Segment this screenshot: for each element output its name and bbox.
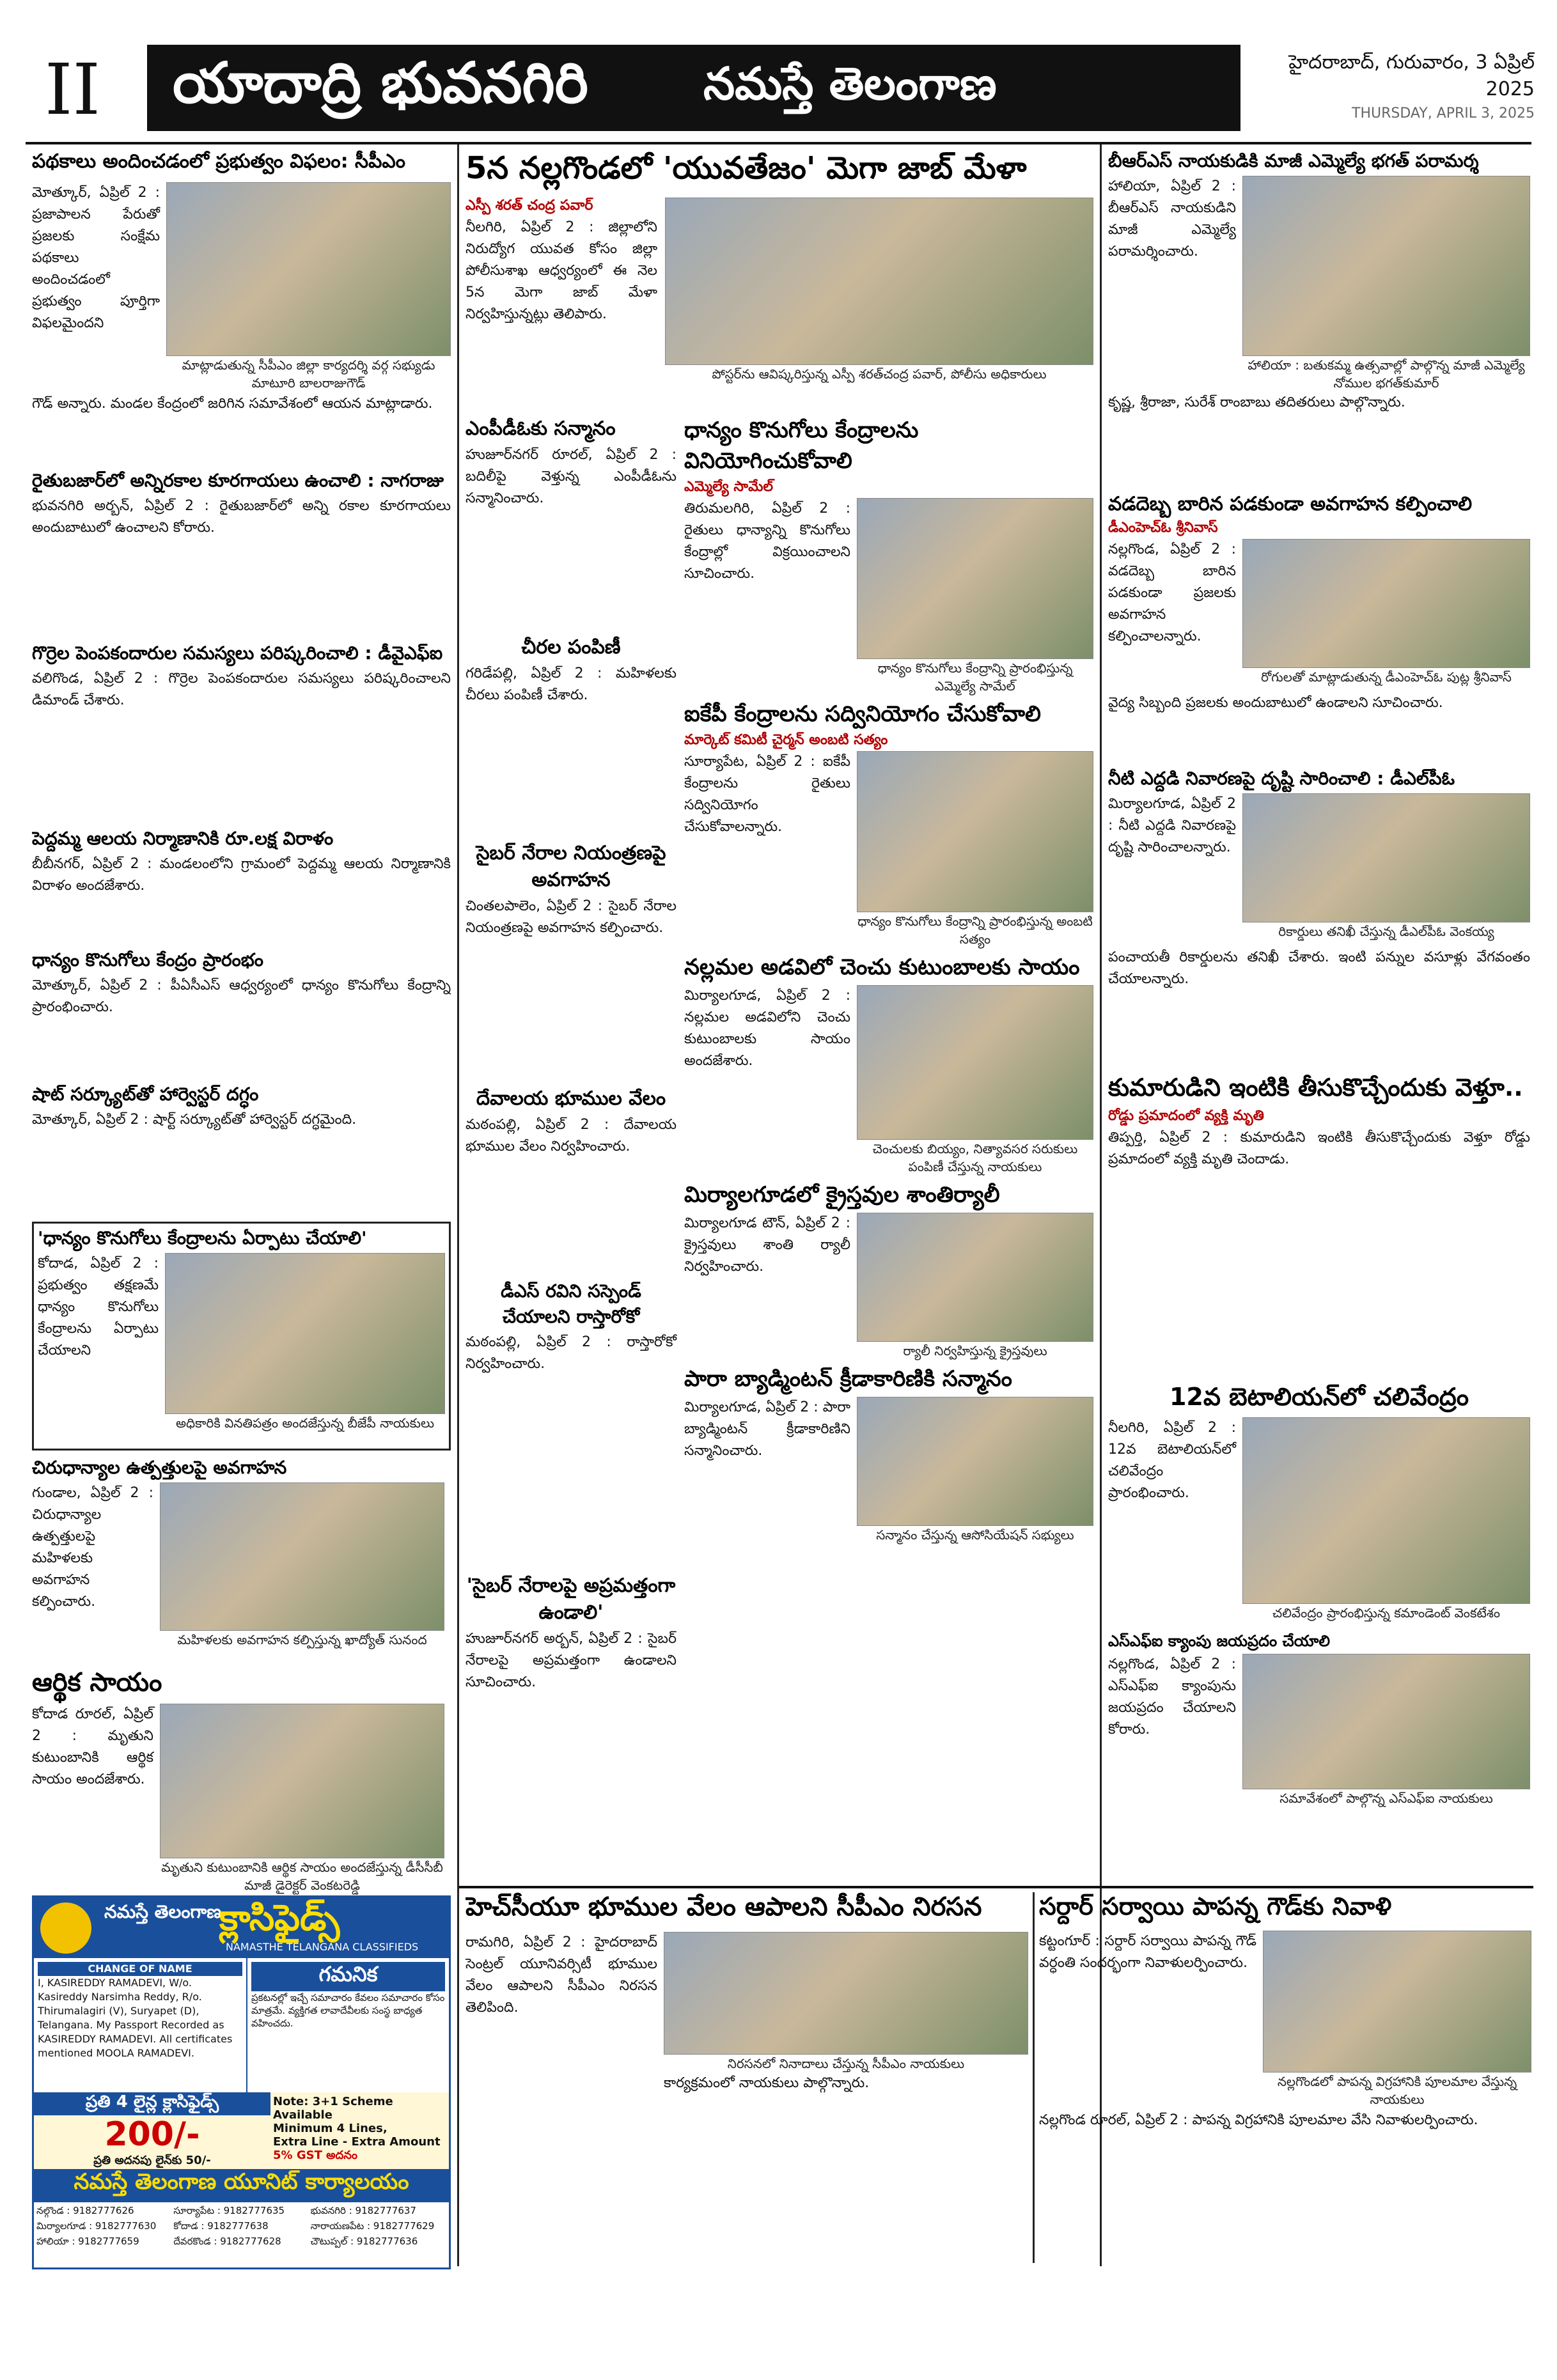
caption-job-mela: పోస్టర్‌ను ఆవిష్కరిస్తున్న ఎస్పీ శరత్‌చంద్ర పవార్, పోలీసు అధికారులు	[712, 366, 1047, 382]
caption-cpm-meeting: మాట్లాడుతున్న సీపీఎం జిల్లా కార్యదర్శి వర్గ సభ్యుడు మాటూరి బాలరాజుగౌడ్	[182, 357, 435, 391]
date-telugu: హైదరాబాద్, గురువారం, 3 ఏప్రిల్ 2025	[1288, 51, 1535, 100]
headline-millets: చిరుధాన్యాల ఉత్పత్తులపై అవగాహన	[32, 1457, 287, 1478]
headline-cpm-schemes: పథకాలు అందించడంలో ప్రభుత్వం విఫలం: సీపీఎం	[32, 150, 405, 173]
photo-peace-rally	[857, 1213, 1093, 1342]
caption-para-badminton: సన్మానం చేస్తున్న ఆసోసియేషన్ సభ్యులు	[876, 1527, 1074, 1543]
byline-mla: ఎమ్మెల్యే సామేల్	[684, 479, 773, 495]
masthead-banner	[147, 45, 1240, 131]
caption-brs-visit: హాలియా : బతుకమ్మ ఉత్సవాల్లో పాల్గొన్న మాజీ ఎమ్మెల్యే నోముల భగత్‌కుమార్	[1248, 357, 1525, 391]
caption-ikp: ధాన్యం కొనుగోలు కేంద్రాన్ని ప్రారంభిస్తున్న అంబటి సత్యం	[857, 914, 1093, 947]
headline-temple-donation: పెద్దమ్మ ఆలయ నిర్మాణానికి రూ.లక్ష విరాళం	[32, 828, 334, 849]
phone-4: మిర్యాలగూడ : 9182777630	[36, 2220, 157, 2232]
caption-dlpo: రికార్డులు తనిఖీ చేస్తున్న డీఎల్‌పీఓ వెంకయ్య	[1278, 924, 1494, 939]
headline-cyber-alert: 'సైబర్ నేరాలపై అప్రమత్తంగా ఉండాలి'	[466, 1575, 676, 1624]
caption-papanna: నల్లగొండలో పాపన్న విగ్రహానికి పూలమాల వేస్తున్న నాయకులు	[1277, 2074, 1517, 2107]
headline-sarees: చీరల పంపిణీ	[521, 636, 621, 658]
headline-para-badminton: పారా బ్యాడ్మింటన్ క్రీడాకారిణికి సన్మానం	[684, 1366, 1012, 1392]
photo-hcu	[664, 1932, 1028, 2055]
phone-1: నల్గొండ : 9182777626	[36, 2205, 134, 2216]
photo-para-badminton	[857, 1397, 1093, 1526]
byline-dmho: డీఎంహెచ్‌ఓ శ్రీనివాస్	[1108, 520, 1218, 536]
caption-battalion: చలివేంద్రం ప్రారంభిస్తున్న కమాండెంట్ వెంకటేశం	[1272, 1605, 1500, 1621]
date-english: THURSDAY, APRIL 3, 2025	[1352, 105, 1535, 121]
phone-6: నారాయణపేట : 9182777629	[310, 2220, 435, 2232]
column-left: పథకాలు అందించడంలో ప్రభుత్వం విఫలం: సీపీఎం మోత్కూర్, ఏప్రిల్ 2 : ప్రజాపాలన పేరుతో ప్రజలకు సంక్షేమ పథకాలు అందించడంలో ప్రభుత్వం పూర్తిగా విఫలమైందని మాట్లాడుతున్న సీపీఎం జిల్లా కార్యదర్శి వర్గ సభ్యుడు మాటూరి బాలరాజుగౌడ్ గౌడ్ అన్నారు. మండల కేంద్రంలో జరిగిన సమావేశంలో ఆయన మాట్లాడారు. రైతుబజార్‌లో అన్నిరకాల కూరగాయలు ఉంచాలి : నాగరాజు భువనగిరి అర్బన్, ఏప్రిల్ 2 : రైతుబజార్‌లో అన్ని రకాల కూరగాయలు అందుబాటులో ఉంచాలని కోరారు. గొర్రెల పెంపకందారుల సమస్యలు పరిష్కరించాలి : డీవైఎఫ్ఐ వలిగొండ, ఏప్రిల్ 2 : గొర్రెల పెంపకందారుల సమస్యలు పరిష్కరించాలని డిమాండ్ చేశారు. పెద్దమ్మ ఆలయ నిర్మాణానికి రూ.లక్ష విరాళం బీబీనగర్, ఏప్రిల్ 2 : మండలంలోని గ్రామంలో పెద్దమ్మ ఆలయ నిర్మాణానికి విరాళం అందజేశారు. ధాన్యం కొనుగోలు కేంద్రం ప్రారంభం మోత్కూర్, ఏప్రిల్ 2 : పీఏసీఎస్ ఆధ్వర్యంలో ధాన్యం కొనుగోలు కేంద్రాన్ని ప్రారంభించారు. షాట్ సర్క్యూట్‌తో హార్వెస్టర్ దగ్ధం మోత్కూర్, ఏప్రిల్ 2 : షార్ట్ సర్క్యూట్‌తో హార్వెస్టర్ దగ్ధమైంది. 'ధాన్యం కొనుగోలు కేంద్రాలను ఏర్పాటు చేయాలి' కోదాడ, ఏప్రిల్ 2 : ప్రభుత్వం తక్షణమే ధాన్యం కొనుగోలు కేంద్రాలను ఏర్పాటు చేయాలని అధికారికి వినతిపత్రం అందజేస్తున్న బీజేపీ నాయకులు చిరుధాన్యాల ఉత్పత్తులపై అవగాహన గుండాల, ఏప్రిల్ 2 : చిరుధాన్యాల ఉత్పత్తులపై మహిళలకు అవగాహన కల్పించారు. మహిళలకు అవగాహన కల్పిస్తున్న ఖాద్యోత్ సునంద ఆర్థిక సాయం కోదాడ రూరల్, ఏప్రిల్ 2 : మృతుని కుటుంబానికి ఆర్థిక సాయం అందజేశారు. మృతుని కుటుంబానికి ఆర్థిక సాయం అందజేస్తున్న డీసీసీబీ మాజీ డైరెక్టర్ వెంకటరెడ్డి	[32, 150, 451, 1893]
classified-offer: ప్రతి 4 లైన్ల క్లాసిఫైడ్స్	[34, 2092, 270, 2115]
change-of-name-label: CHANGE OF NAME	[38, 1962, 242, 1976]
phone-3: భువనగిరి : 9182777637	[310, 2205, 416, 2216]
note-title: Note: 3+1 Scheme Available	[273, 2095, 393, 2122]
headline-battalion: 12వ బెటాలియన్‌లో చలివేంద్రం	[1169, 1383, 1469, 1411]
caption-financial-aid: మృతుని కుటుంబానికి ఆర్థిక సాయం అందజేస్తున్న డీసీసీబీ మాజీ డైరెక్టర్ వెంకటరెడ్డి	[161, 1860, 443, 1893]
headline-grain-use: ధాన్యం కొనుగోలు కేంద్రాలను వినియోగించుకోవాలి	[684, 417, 919, 474]
headline-mpdo: ఎంపీడీఓకు సన్మానం	[466, 417, 616, 440]
photo-bjp-petition	[165, 1253, 445, 1414]
headline-papanna: సర్దార్ సర్వాయి పాపన్న గౌడ్‌కు నివాళి	[1039, 1892, 1392, 1920]
headline-dyfi: గొర్రెల పెంపకందారుల సమస్యలు పరిష్కరించాలి : డీవైఎఫ్ఐ	[32, 642, 443, 664]
classified-price: 200/-	[104, 2115, 200, 2154]
headline-hcu: హెచ్‌సీయూ భూముల వేలం ఆపాలని సీపీఎం నిరసన	[466, 1892, 982, 1922]
phone-2: సూర్యాపేట : 9182777635	[173, 2205, 285, 2216]
byline-market: మార్కెట్ కమిటీ చైర్మన్ అంబటి సత్యం	[684, 732, 888, 748]
caption-bjp-petition: అధికారికి వినతిపత్రం అందజేస్తున్న బీజేపీ నాయకులు	[176, 1415, 435, 1431]
photo-millets	[160, 1482, 444, 1631]
photo-dmho	[1242, 539, 1530, 668]
headline-grain-centre: ధాన్యం కొనుగోలు కేంద్రం ప్రారంభం	[32, 949, 263, 970]
photo-financial-aid	[160, 1704, 444, 1858]
photo-dlpo	[1242, 793, 1530, 922]
headline-ikp: ఐకేపీ కేంద్రాలను సద్వినియోగం చేసుకోవాలి	[684, 701, 1041, 727]
phone-5: కోదాడ : 9182777638	[173, 2220, 269, 2232]
note-line-3: 5% GST అదనం	[273, 2149, 357, 2162]
photo-brs-visit	[1242, 176, 1530, 356]
subhead-sfi: ఎస్‌ఎఫ్‌ఐ క్యాంపు జయప్రదం చేయాలి	[1108, 1632, 1330, 1650]
photo-grain-mla	[857, 498, 1093, 659]
phone-9: చౌటుప్పల్ : 9182777636	[310, 2236, 418, 2247]
caption-grain-mla: ధాన్యం కొనుగోలు కేంద్రాన్ని ప్రారంభిస్తున్న ఎమ్మెల్యే సామేల్	[877, 660, 1073, 694]
photo-cpm-meeting	[166, 182, 451, 356]
byline-sp: ఎస్పీ శరత్ చంద్ర పవార్	[466, 198, 593, 214]
classified-brand: నమస్తే తెలంగాణ	[104, 1901, 222, 1922]
headline-chenchu: నల్లమల అడవిలో చెంచు కుటుంబాలకు సాయం	[684, 954, 1080, 980]
headline-grain-centres-demand: 'ధాన్యం కొనుగోలు కేంద్రాలను ఏర్పాటు చేయాలి'	[38, 1227, 367, 1248]
caption-sfi: సమావేశంలో పాల్గొన్న ఎస్‌ఎఫ్‌ఐ నాయకులు	[1279, 1791, 1493, 1806]
headline-rythu-bazar: రైతుబజార్‌లో అన్నిరకాల కూరగాయలు ఉంచాలి : నాగరాజు	[32, 470, 444, 491]
note-line-1: Minimum 4 Lines,	[273, 2122, 387, 2135]
headline-accident: కుమారుడిని ఇంటికి తీసుకొచ్చేందుకు వెళ్తూ..	[1108, 1073, 1523, 1101]
photo-papanna	[1263, 1931, 1531, 2073]
headline-heatstroke: వడదెబ్బ బారిన పడకుండా అవగాహన కల్పించాలి	[1108, 493, 1473, 515]
note-line-2: Extra Line - Extra Amount	[273, 2135, 441, 2149]
classified-ad: నమస్తే తెలంగాణ క్లాసిఫైడ్స్ NAMASTHE TELANGANA CLASSIFIEDS CHANGE OF NAME I, KASIREDDY RAMADEVI, W/o. Kasireddy Narsimha Reddy, R/o. Thirumalagiri (V), Suryapet (D), Telangana. My Passport Recorded as KASIREDDY RAMADEVI. All certificates mentioned MOOLA RAMADEVI. గమనిక ప్రకటనల్లో ఇచ్చే సమాచారం కేవలం సమాచారం కోసం మాత్రమే. వ్యక్తిగత లావాదేవీలకు సంస్థ బాధ్యత వహించదు. ప్రతి 4 లైన్ల క్లాసిఫైడ్స్ 200/- ప్రతి అదనపు లైన్‌కు 50/- Note: 3+1 Scheme Available Minimum 4 Lines, Extra Line - Extra Amount 5% GST అదనం నమస్తే తెలంగాణ యూనిట్ కార్యాలయం నల్గొండ : 9182777626 సూర్యాపేట : 9182777635 భువనగిరి : 9182777637 మిర్యాలగూడ : 9182777630 కోదాడ : 9182777638 నారాయణపేట : 9182777629 హాలియా : 9182777659 దేవరకొండ : 9182777628 చౌటుప్పల్ : 9182777636	[32, 1895, 451, 2269]
headline-water: నీటి ఎద్దడి నివారణపై దృష్టి సారించాలి : డీఎల్‌పీఓ	[1108, 768, 1455, 789]
headline-ds-suspend: డీఎస్ రవిని సస్పెండ్ చేయాలని రాస్తారోకో	[501, 1280, 641, 1327]
notice-title: గమనిక	[251, 1962, 445, 1991]
headline-brs-visit: బీఆర్‌ఎస్ నాయకుడికి మాజీ ఎమ్మెల్యే భగత్ పరామర్శ	[1108, 150, 1479, 171]
phone-8: దేవరకొండ : 9182777628	[173, 2236, 281, 2247]
caption-hcu: నిరసనలో నినాదాలు చేస్తున్న సీపీఎం నాయకులు	[727, 2056, 965, 2071]
classified-price-suffix: ప్రతి అదనపు లైన్‌కు 50/-	[93, 2154, 211, 2167]
column-right: బీఆర్‌ఎస్ నాయకుడికి మాజీ ఎమ్మెల్యే భగత్ పరామర్శ హాలియా, ఏప్రిల్ 2 : బీఆర్‌ఎస్ నాయకుడిని మాజీ ఎమ్మెల్యే పరామర్శించారు. హాలియా : బతుకమ్మ ఉత్సవాల్లో పాల్గొన్న మాజీ ఎమ్మెల్యే నోముల భగత్‌కుమార్ కృష్ణ, శ్రీరాజా, సురేశ్ రాంబాబు తదితరులు పాల్గొన్నారు. వడదెబ్బ బారిన పడకుండా అవగాహన కల్పించాలి డీఎంహెచ్‌ఓ శ్రీనివాస్ నల్లగొండ, ఏప్రిల్ 2 : వడదెబ్బ బారిన పడకుండా ప్రజలకు అవగాహన కల్పించాలన్నారు. రోగులతో మాట్లాడుతున్న డీఎంహెచ్‌ఓ పుట్ల శ్రీనివాస్ వైద్య సిబ్బంది ప్రజలకు అందుబాటులో ఉండాలని సూచించారు. నీటి ఎద్దడి నివారణపై దృష్టి సారించాలి : డీఎల్‌పీఓ మిర్యాలగూడ, ఏప్రిల్ 2 : నీటి ఎద్దడి నివారణపై దృష్టి సారించాలన్నారు. రికార్డులు తనిఖీ చేస్తున్న డీఎల్‌పీఓ వెంకయ్య పంచాయతీ రికార్డులను తనిఖీ చేశారు. ఇంటి పన్నుల వసూళ్లు వేగవంతం చేయాలన్నారు. కుమారుడిని ఇంటికి తీసుకొచ్చేందుకు వెళ్తూ.. రోడ్డు ప్రమాదంలో వ్యక్తి మృతి తిప్పర్తి, ఏప్రిల్ 2 : కుమారుడిని ఇంటికి తీసుకొచ్చేందుకు వెళ్తూ రోడ్డు ప్రమాదంలో వ్యక్తి మృతి చెందాడు. 12వ బెటాలియన్‌లో చలివేంద్రం నీలగిరి, ఏప్రిల్ 2 : 12వ బెటాలియన్‌లో చలివేంద్రం ప్రారంభించారు. చలివేంద్రం ప్రారంభిస్తున్న కమాండెంట్ వెంకటేశం ఎస్‌ఎఫ్‌ఐ క్యాంపు జయప్రదం చేయాలి నల్లగొండ, ఏప్రిల్ 2 : ఎస్‌ఎఫ్‌ఐ క్యాంపును జయప్రదం చేయాలని కోరారు. సమావేశంలో పాల్గొన్న ఎస్‌ఎఫ్‌ఐ నాయకులు	[1108, 150, 1530, 1806]
page-number: II	[45, 49, 100, 130]
photo-battalion	[1242, 1417, 1530, 1604]
classified-subtitle: NAMASTHE TELANGANA CLASSIFIEDS	[226, 1941, 419, 1953]
photo-ikp	[857, 751, 1093, 912]
column-middle: 5న నల్లగొండలో 'యువతేజం' మెగా జాబ్ మేళా ఎస్పీ శరత్ చంద్ర పవార్ నీలగిరి, ఏప్రిల్ 2 : జిల్లాలోని నిరుద్యోగ యువత కోసం జిల్లా పోలీసుశాఖ ఆధ్వర్యంలో ఈ నెల 5న మెగా జాబ్ మేళా నిర్వహిస్తున్నట్లు తెలిపారు. పోస్టర్‌ను ఆవిష్కరిస్తున్న ఎస్పీ శరత్‌చంద్ర పవార్, పోలీసు అధికారులు ఎంపీడీఓకు సన్మానం హుజూర్‌నగర్ రూరల్, ఏప్రిల్ 2 : బదిలీపై వెళ్తున్న ఎంపీడీఓను సన్మానించారు. చీరల పంపిణీ గరిడేపల్లి, ఏప్రిల్ 2 : మహిళలకు చీరలు పంపిణీ చేశారు. సైబర్ నేరాల నియంత్రణపై అవగాహన చింతలపాలెం, ఏప్రిల్ 2 : సైబర్ నేరాల నియంత్రణపై అవగాహన కల్పించారు. దేవాలయ భూముల వేలం మఠంపల్లి, ఏప్రిల్ 2 : దేవాలయ భూముల వేలం నిర్వహించారు. డీఎస్ రవిని సస్పెండ్ చేయాలని రాస్తారోకో మఠంపల్లి, ఏప్రిల్ 2 : రాస్తారోకో నిర్వహించారు. 'సైబర్ నేరాలపై అప్రమత్తంగా ఉండాలి' హుజూర్‌నగర్ అర్బన్, ఏప్రిల్ 2 : సైబర్ నేరాలపై అప్రమత్తంగా ఉండాలని సూచించారు. ధాన్యం కొనుగోలు కేంద్రాలను వినియోగించుకోవాలి ఎమ్మెల్యే సామేల్ తిరుమలగిరి, ఏప్రిల్ 2 : రైతులు ధాన్యాన్ని కొనుగోలు కేంద్రాల్లో విక్రయించాలని సూచించారు. ధాన్యం కొనుగోలు కేంద్రాన్ని ప్రారంభిస్తున్న ఎమ్మెల్యే సామేల్ ఐకేపీ కేంద్రాలను సద్వినియోగం చేసుకోవాలి మార్కెట్ కమిటీ చైర్మన్ అంబటి సత్యం సూర్యాపేట, ఏప్రిల్ 2 : ఐకేపీ కేంద్రాలను రైతులు సద్వినియోగం చేసుకోవాలన్నారు. ధాన్యం కొనుగోలు కేంద్రాన్ని ప్రారంభిస్తున్న అంబటి సత్యం నల్లమల అడవిలో చెంచు కుటుంబాలకు సాయం మిర్యాలగూడ, ఏప్రిల్ 2 : నల్లమల అడవిలోని చెంచు కుటుంబాలకు సాయం అందజేశారు. చెంచులకు బియ్యం, నిత్యావసర సరుకులు పంపిణీ చేస్తున్న నాయకులు మిర్యాలగూడలో క్రైస్తవుల శాంతిర్యాలీ మిర్యాలగూడ టౌన్, ఏప్రిల్ 2 : క్రైస్తవులు శాంతి ర్యాలీ నిర్వహించారు. ర్యాలీ నిర్వహిస్తున్న క్రైస్తవులు పారా బ్యాడ్మింటన్ క్రీడాకారిణికి సన్మానం మిర్యాలగూడ, ఏప్రిల్ 2 : పారా బ్యాడ్మింటన్ క్రీడాకారిణిని సన్మానించారు. సన్మానం చేస్తున్న ఆసోసియేషన్ సభ్యులు	[466, 150, 1093, 1690]
caption-chenchu: చెంచులకు బియ్యం, నిత్యావసర సరుకులు పంపిణీ చేస్తున్న నాయకులు	[872, 1141, 1078, 1174]
headline-temple-lands: దేవాలయ భూముల వేలం	[476, 1087, 666, 1110]
district-title: యాదాద్రి భువనగిరి	[173, 50, 588, 116]
dateline	[1253, 51, 1535, 128]
headline-harvester-fire: షాట్ సర్క్యూట్‌తో హార్వెస్టర్ దగ్ధం	[32, 1084, 259, 1105]
bottom-story-papanna: సర్దార్ సర్వాయి పాపన్న గౌడ్‌కు నివాళి కట్టంగూర్ : సర్దార్ సర్వాయి పాపన్న గౌడ్ వర్ధంతి సందర్భంగా నివాళులర్పించారు. నల్లగొండలో పాపన్న విగ్రహానికి పూలమాల వేస్తున్న నాయకులు నల్లగొండ రూరల్, ఏప్రిల్ 2 : పాపన్న విగ్రహానికి పూలమాల వేసి నివాళులర్పించారు.	[1039, 1892, 1531, 2263]
caption-dmho: రోగులతో మాట్లాడుతున్న డీఎంహెచ్‌ఓ పుట్ల శ్రీనివాస్	[1261, 669, 1512, 685]
headline-cyber-crime: సైబర్ నేరాల నియంత్రణపై అవగాహన	[476, 842, 666, 891]
paper-name: నమస్తే తెలంగాణ	[703, 58, 997, 110]
headline-financial-aid: ఆర్థిక సాయం	[32, 1668, 162, 1697]
phone-7: హాలియా : 9182777659	[36, 2236, 139, 2247]
headline-job-mela: 5న నల్లగొండలో 'యువతేజం' మెగా జాబ్ మేళా	[466, 150, 1027, 186]
photo-job-mela	[665, 198, 1093, 365]
caption-millets: మహిళలకు అవగాహన కల్పిస్తున్న ఖాద్యోత్ సునంద	[177, 1632, 427, 1647]
caption-peace-rally: ర్యాలీ నిర్వహిస్తున్న క్రైస్తవులు	[903, 1343, 1047, 1358]
classified-title: క్లాసిఫైడ్స్	[219, 1897, 340, 1939]
bottom-story-hcu: హెచ్‌సీయూ భూముల వేలం ఆపాలని సీపీఎం నిరసన రామగిరి, ఏప్రిల్ 2 : హైదరాబాద్ సెంట్రల్ యూనివర్సిటీ భూముల వేలం ఆపాలని సీపీఎం నిరసన తెలిపింది. నిరసనలో నినాదాలు చేస్తున్న సీపీఎం నాయకులు కార్యక్రమంలో నాయకులు పాల్గొన్నారు.	[466, 1892, 1028, 2263]
headline-peace-rally: మిర్యాలగూడలో క్రైస్తవుల శాంతిర్యాలీ	[684, 1182, 1000, 1208]
photo-sfi	[1242, 1654, 1530, 1789]
photo-chenchu	[857, 985, 1093, 1140]
byline-accident: రోడ్డు ప్రమాదంలో వ్యక్తి మృతి	[1108, 1108, 1264, 1124]
classified-footer: నమస్తే తెలంగాణ యూనిట్ కార్యాలయం	[34, 2169, 449, 2202]
classified-logo	[40, 1902, 91, 1954]
